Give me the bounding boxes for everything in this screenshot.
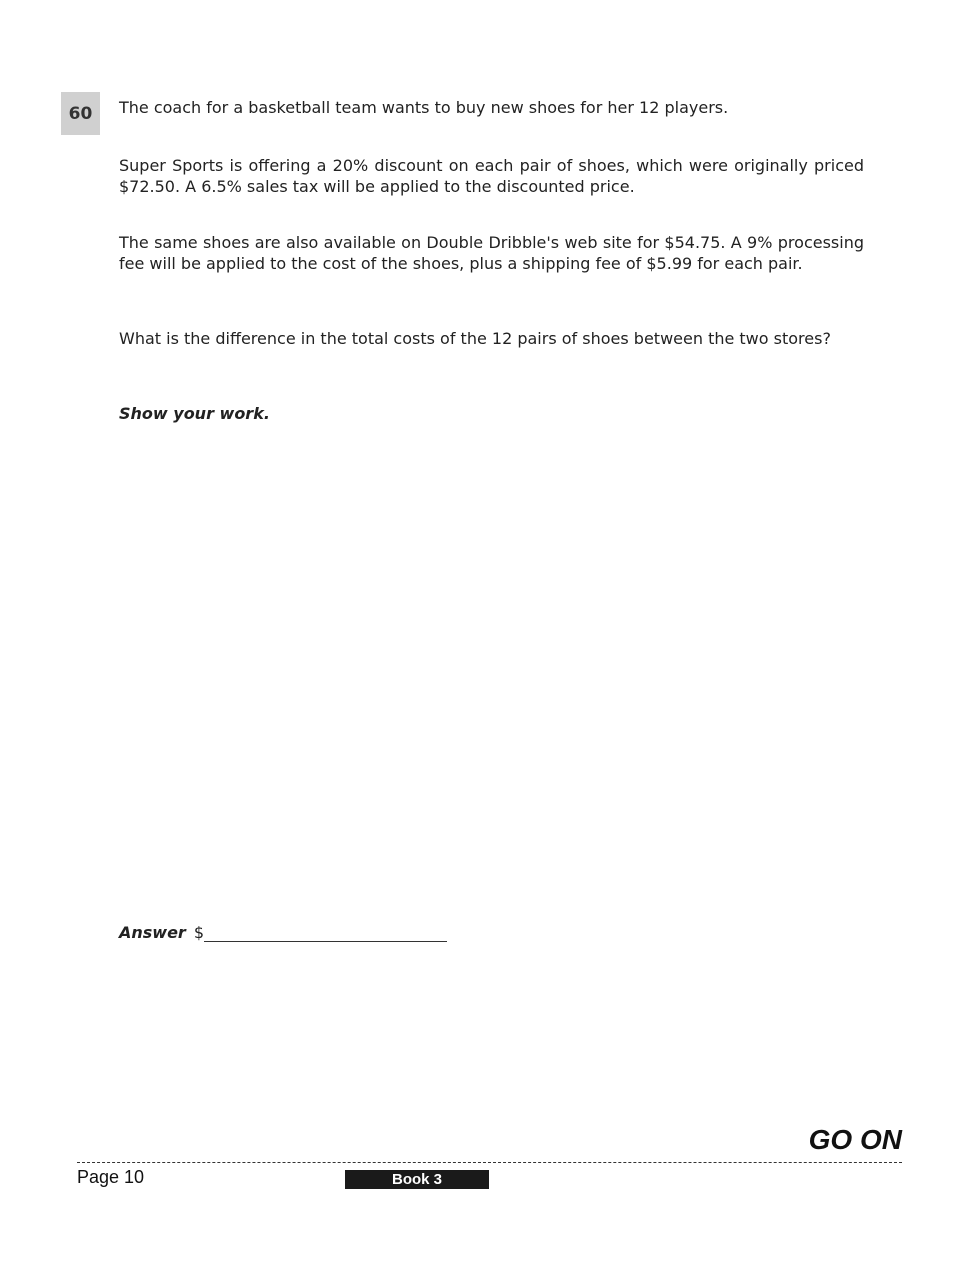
question-paragraph-prompt: What is the difference in the total costs of the 12 pairs of shoes between the two stores? — [119, 329, 831, 348]
question-paragraph-super-sports: Super Sports is offering a 20% discount on each pair of shoes, which were originally priced $72.50. A 6.5% sales tax will be applied to the discounted price. — [119, 156, 864, 196]
show-work-instruction: Show your work. — [119, 404, 270, 423]
page-number: Page 10 — [77, 1167, 145, 1187]
answer-label: Answer — [119, 923, 186, 942]
question-paragraph-double-dribble: The same shoes are also available on Double Dribble's web site for $54.75. A 9% processing fee will be applied to the cost of the shoes, plus a shipping fee of $5.99 for each pair. — [119, 233, 864, 273]
book-badge — [345, 1170, 489, 1189]
question-number: 60 — [68, 103, 93, 124]
answer-row — [119, 922, 447, 942]
book-label: Book 3 — [391, 1171, 442, 1188]
answer-currency-prefix: $ — [193, 923, 205, 942]
question-paragraph-intro: The coach for a basketball team wants to buy new shoes for her 12 players. — [119, 98, 729, 117]
go-on-label: GO ON — [808, 1124, 902, 1155]
answer-blank-line[interactable] — [204, 922, 447, 942]
footer-divider — [77, 1162, 902, 1163]
question-number-badge — [61, 92, 100, 135]
